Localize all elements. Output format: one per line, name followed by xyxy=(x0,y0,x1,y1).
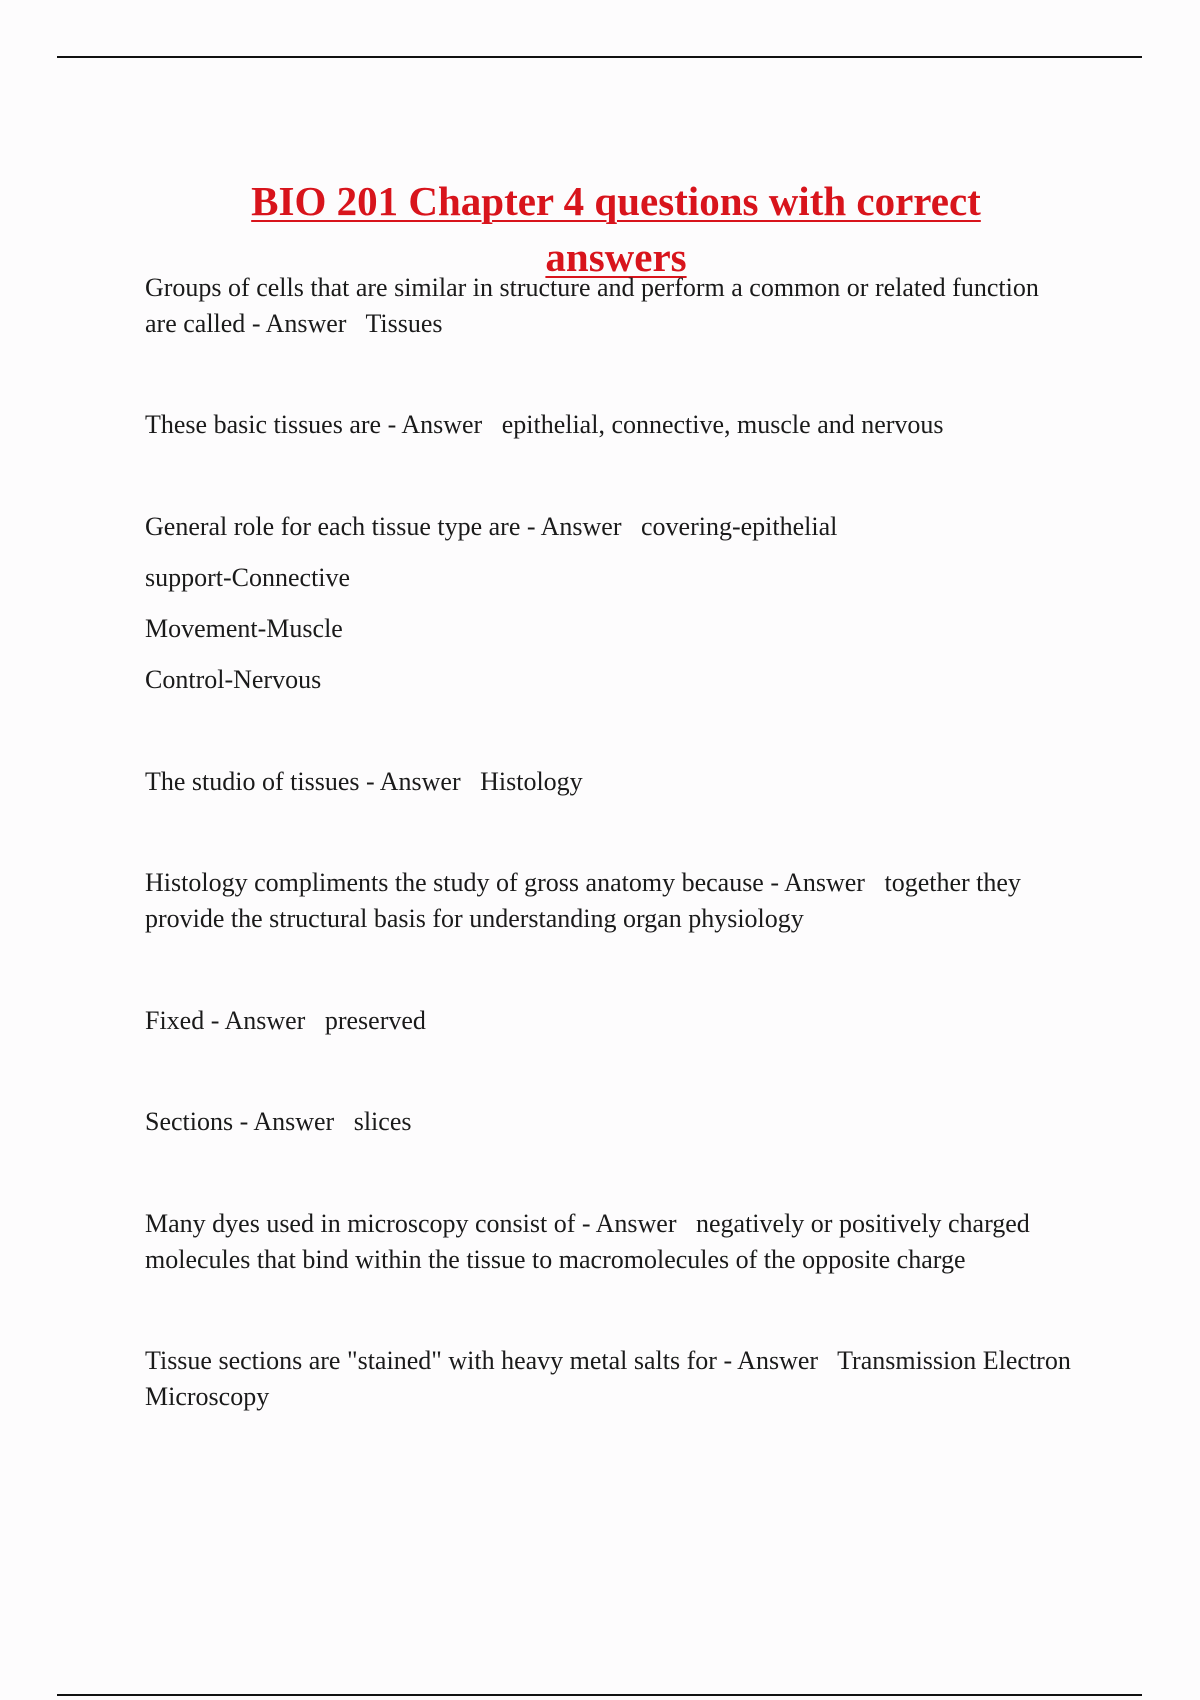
answer-text: epithelial, connective, muscle and nervous xyxy=(501,410,944,439)
answer-label: Answer xyxy=(784,868,865,897)
question-text: Tissue sections are "stained" with heavy metal salts for xyxy=(145,1346,717,1375)
answer-label: Answer xyxy=(737,1346,819,1375)
answer-label: Answer xyxy=(595,1209,677,1238)
question-text: The studio of tissues xyxy=(145,767,360,796)
answer-extra-line: Movement-Muscle xyxy=(145,614,343,643)
separator: - xyxy=(575,1209,596,1238)
separator: - xyxy=(381,410,402,439)
answer-extra-line: support-Connective xyxy=(145,563,351,592)
answer-extra-line: Control-Nervous xyxy=(145,665,322,694)
answer-text: preserved xyxy=(324,1006,426,1035)
top-rule xyxy=(57,56,1142,58)
answer-label: Answer xyxy=(253,1107,335,1136)
answer-text: Histology xyxy=(480,767,583,796)
question-text: Histology compliments the study of gross anatomy because xyxy=(145,868,764,897)
qa-list xyxy=(145,270,1075,1415)
answer-text: together they provide the structural basis for understanding organ physiology xyxy=(145,868,1021,933)
question-text: Sections xyxy=(145,1107,234,1136)
question-text: Fixed xyxy=(145,1006,205,1035)
qa-item xyxy=(145,865,1075,937)
answer-text: Tissues xyxy=(365,309,443,338)
answer-label: Answer xyxy=(379,767,461,796)
separator: - xyxy=(245,309,266,338)
answer-text: slices xyxy=(353,1107,412,1136)
answer-label: Answer xyxy=(265,309,347,338)
qa-item xyxy=(145,509,1075,545)
qa-item xyxy=(145,407,1075,443)
separator: - xyxy=(520,512,541,541)
question-text: General role for each tissue type are xyxy=(145,512,521,541)
separator: - xyxy=(716,1346,738,1375)
answer-label: Answer xyxy=(540,512,622,541)
question-text: Groups of cells that are similar in structure and perform a common or related function are called xyxy=(145,273,1039,338)
bottom-rule xyxy=(57,1694,1142,1696)
answer-text: Transmission Electron Microscopy xyxy=(145,1346,1071,1411)
question-text: Many dyes used in microscopy consist of xyxy=(145,1209,576,1238)
separator: - xyxy=(359,767,380,796)
separator: - xyxy=(233,1107,254,1136)
separator: - xyxy=(763,868,785,897)
answer-text: negatively or positively charged molecules that bind within the tissue to macromolecules of the opposite charge xyxy=(145,1209,1030,1274)
answer-text: covering-epithelial xyxy=(640,512,838,541)
qa-item xyxy=(145,1104,1075,1140)
answer-label: Answer xyxy=(224,1006,306,1035)
qa-item xyxy=(145,1343,1075,1415)
separator: - xyxy=(204,1006,225,1035)
qa-item xyxy=(145,270,1075,342)
qa-item xyxy=(145,1003,1075,1039)
document-title: BIO 201 Chapter 4 questions with correct answers xyxy=(251,178,981,281)
qa-item xyxy=(145,1206,1075,1278)
answer-label: Answer xyxy=(401,410,483,439)
question-text: These basic tissues are xyxy=(145,410,382,439)
qa-item xyxy=(145,764,1075,800)
